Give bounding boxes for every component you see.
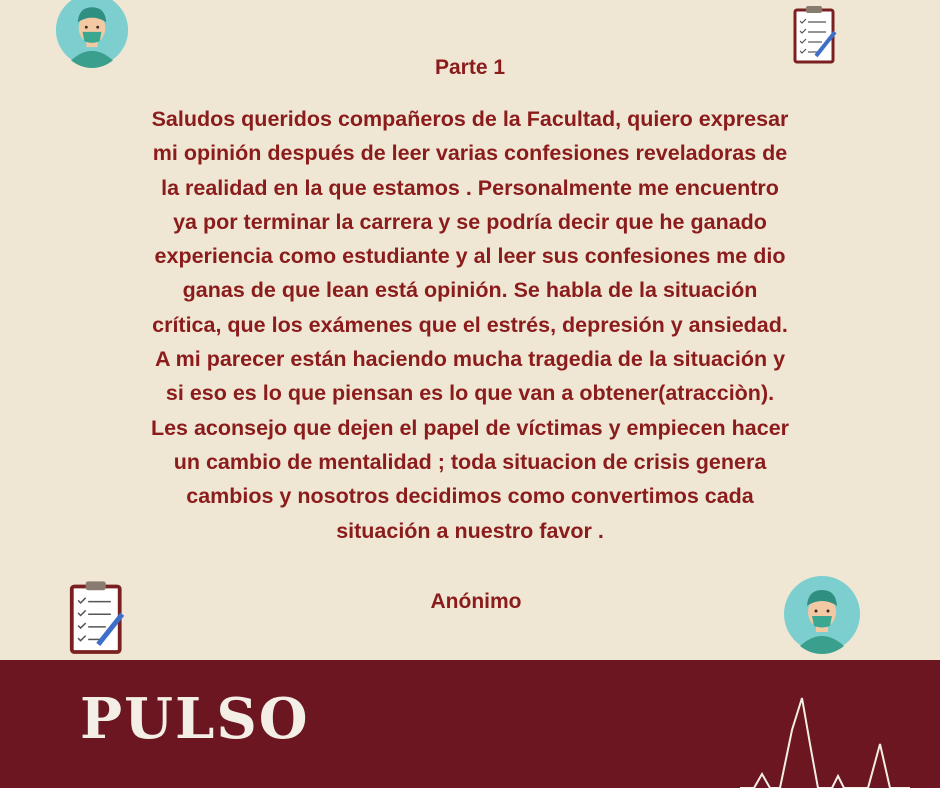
heartbeat-line-icon <box>740 684 910 788</box>
text-line: situación a nuestro favor . <box>336 518 604 543</box>
text-line: experiencia como estudiante y al leer sus confesiones me dio <box>154 244 786 269</box>
text-line: ganas de que lean está opinión. Se habla de la situación <box>182 278 758 303</box>
footer-banner <box>0 660 940 788</box>
text-line: mi opinión después de leer varias confesiones reveladoras de <box>152 141 788 166</box>
doctor-avatar-icon <box>782 574 862 654</box>
text-line: Les aconsejo que dejen el papel de víctimas y empiecen hacer <box>150 415 790 440</box>
text-line: A mi parecer están haciendo mucha tragedia de la situación y <box>154 347 786 372</box>
confession-text <box>88 102 852 548</box>
text-line: crítica, que los exámenes que el estrés, depresión y ansiedad. <box>152 312 788 337</box>
text-line: un cambio de mentalidad ; toda situacion de crisis genera <box>173 449 767 474</box>
text-line: si eso es lo que piensan es lo que van a obtener(atracciòn). <box>165 381 775 406</box>
clipboard-checklist-icon <box>68 578 126 658</box>
text-line: cambios y nosotros decidimos como convertimos cada <box>186 484 754 509</box>
text-line: Saludos queridos compañeros de la Facultad, quiero expresar <box>151 107 789 131</box>
text-line: ya por terminar la carrera y se podría decir que he ganado <box>173 209 767 234</box>
part-label: Parte 1 <box>434 56 506 79</box>
signature: Anónimo <box>430 590 522 613</box>
text-line: la realidad en la que estamos . Personalmente me encuentro <box>161 175 779 200</box>
brand-logo: PULSO <box>80 686 310 752</box>
